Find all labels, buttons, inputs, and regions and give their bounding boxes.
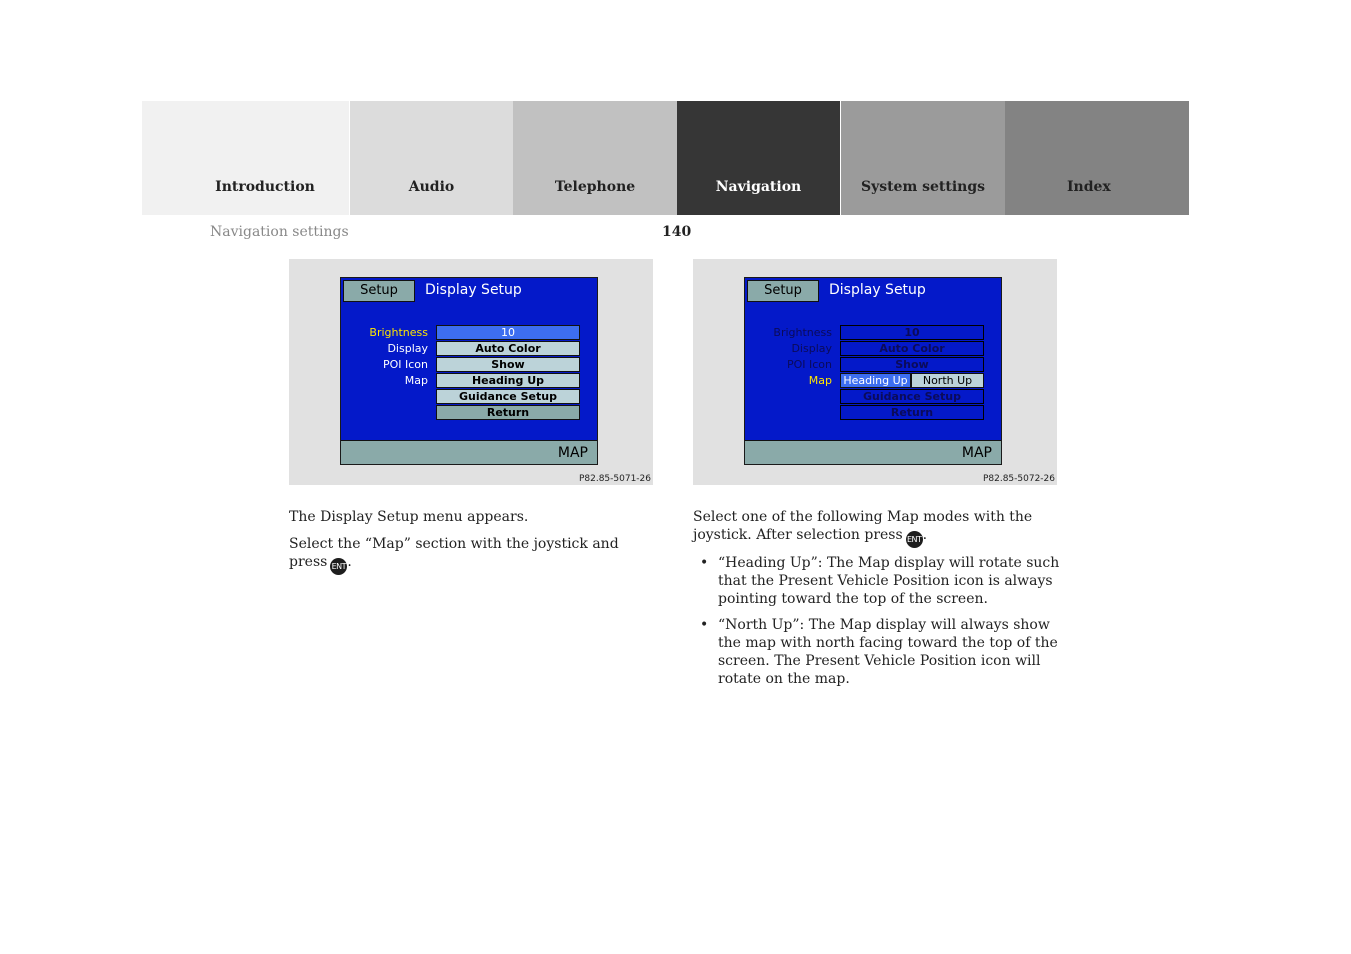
screen-footer — [341, 440, 597, 464]
figure-map-mode-selection — [693, 259, 1057, 485]
tab-label: Index — [1067, 179, 1111, 195]
choice-north-up: North Up — [911, 373, 984, 388]
page-number: 140 — [662, 224, 692, 240]
screen-title: Display Setup — [829, 282, 926, 298]
option-map-choices — [840, 373, 984, 388]
screen-footer — [745, 440, 1001, 464]
paragraph-text: Select one of the following Map modes with the joystick. After selection press — [693, 509, 1033, 543]
screen-tab-setup: Setup — [747, 280, 819, 302]
option-poi-icon: Show — [840, 357, 984, 372]
option-display: Auto Color — [436, 341, 580, 356]
left-instructions — [289, 508, 659, 584]
choice-heading-up: Heading Up — [840, 373, 911, 388]
tab-label: Telephone — [554, 179, 636, 195]
option-guidance-setup: Guidance Setup — [840, 389, 984, 404]
label-poi-icon: POI Icon — [382, 358, 428, 371]
chapter-tab-bar — [142, 101, 1189, 215]
option-guidance-setup: Guidance Setup — [436, 389, 580, 404]
tab-system-settings[interactable] — [841, 101, 1005, 215]
footer-map-label: MAP — [961, 445, 992, 461]
figure-code: P82.85-5071-26 — [578, 474, 651, 484]
figure-code: P82.85-5072-26 — [982, 474, 1055, 484]
tab-index[interactable] — [1005, 101, 1189, 215]
tab-label: Navigation — [715, 179, 802, 195]
label-display: Display — [791, 342, 832, 355]
ent-button-icon: ENT — [330, 558, 347, 575]
option-brightness: 10 — [436, 325, 580, 340]
section-title: Navigation settings — [210, 224, 349, 240]
label-map: Map — [808, 374, 832, 387]
tab-label: System settings — [860, 179, 986, 195]
option-return: Return — [840, 405, 984, 420]
option-return: Return — [436, 405, 580, 420]
punctuation: . — [347, 554, 352, 570]
paragraph-text: The Display Setup menu appears. — [289, 509, 529, 525]
screen-title: Display Setup — [425, 282, 522, 298]
tab-telephone[interactable] — [513, 101, 677, 215]
paragraph — [693, 508, 1063, 548]
nav-screen — [744, 277, 1002, 465]
label-map: Map — [404, 374, 428, 387]
screen-tab-setup: Setup — [343, 280, 415, 302]
paragraph — [289, 535, 659, 575]
footer-map-label: MAP — [557, 445, 588, 461]
label-display: Display — [387, 342, 428, 355]
option-poi-icon: Show — [436, 357, 580, 372]
tab-introduction[interactable] — [142, 101, 349, 215]
option-display: Auto Color — [840, 341, 984, 356]
label-poi-icon: POI Icon — [786, 358, 832, 371]
tab-audio[interactable] — [350, 101, 513, 215]
nav-screen — [340, 277, 598, 465]
right-instructions — [693, 508, 1063, 696]
figure-display-setup-menu — [289, 259, 653, 485]
label-brightness: Brightness — [369, 326, 428, 339]
option-brightness: 10 — [840, 325, 984, 340]
option-map: Heading Up — [436, 373, 580, 388]
tab-label: Introduction — [215, 179, 315, 195]
ent-button-icon: ENT — [906, 531, 923, 548]
punctuation: . — [922, 527, 928, 543]
list-item-heading-up: • “Heading Up”: The Map display will rotate such that the Present Vehicle Position icon is always pointing toward the top of the screen. — [693, 554, 1063, 608]
tab-navigation[interactable] — [677, 101, 840, 215]
label-brightness: Brightness — [773, 326, 832, 339]
paragraph-text: Select the “Map” section with the joystick and press — [289, 536, 619, 570]
tab-label: Audio — [408, 179, 455, 195]
paragraph — [289, 508, 659, 526]
map-mode-list — [693, 554, 1063, 688]
list-item-north-up: • “North Up”: The Map display will always show the map with north facing toward the top of the screen. The Present Vehicle Position icon will rotate on the map. — [693, 616, 1063, 688]
